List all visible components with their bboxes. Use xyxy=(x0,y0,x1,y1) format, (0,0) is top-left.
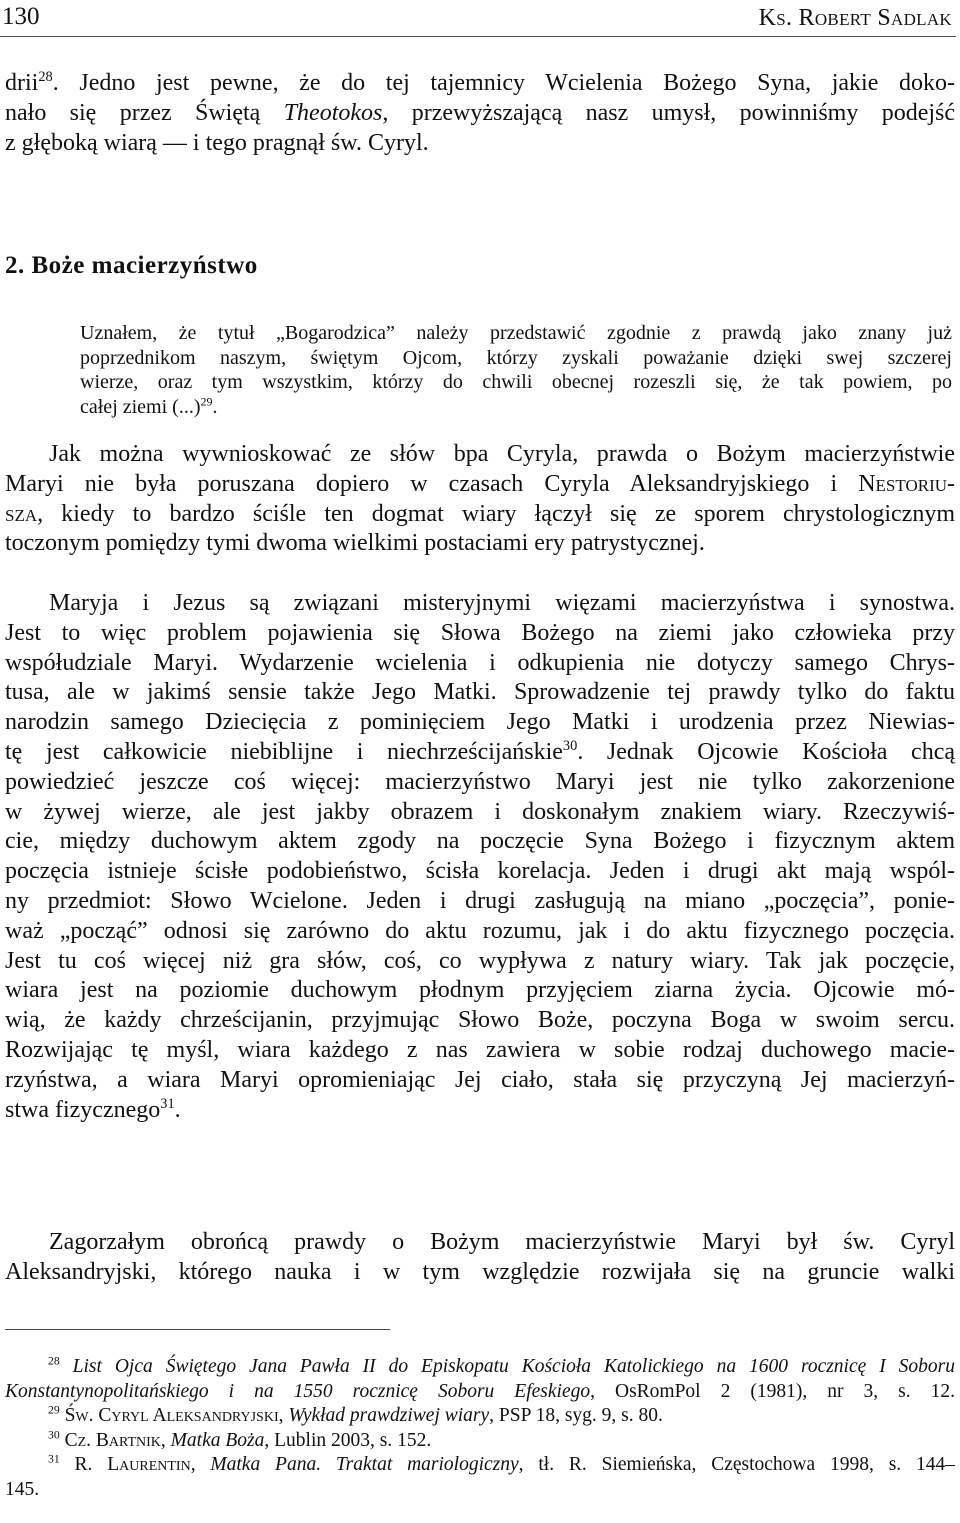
text-line: z głęboką wiarą — i tego pragnął św. Cyryl. xyxy=(5,129,429,156)
paragraph-3 xyxy=(5,1228,955,1288)
text-line: narodzin samego Dziecięcia z pominięciem Jego Matki i urodzenia przez Niewias- xyxy=(5,709,955,736)
text-line: stwa fizycznego$^{31}$. xyxy=(5,1095,181,1123)
footnote-29: $^{29}$ Św. Cyryl Aleksandryjski, Wykład prawdziwej wiary, PSP 18, syg. 9, s. 80. xyxy=(48,1403,663,1426)
text-line: tusa, ale w jakimś sensie także Jego Matki. Sprowadzenie tej prawdy tylko do faktu xyxy=(5,679,955,706)
quote-line: poprzednikom naszym, świętym Ojcom, którzy zyskali poważanie dzięki swej szczerej xyxy=(80,346,952,369)
text-line: Jest to więc problem pojawienia się Słowa Bożego na ziemi jako człowieka przy xyxy=(5,619,955,646)
footnote-31-cont: 145. xyxy=(5,1478,40,1500)
text-line: Maryja i Jezus są związani misteryjnymi więzami macierzyństwa i synostwa. xyxy=(49,590,955,616)
text-line: tę jest całkowicie niebiblijne i niechrześcijańskie$^{30}$. Jednak Ojcowie Kościoła chcą xyxy=(5,737,956,765)
section-heading: 2. Boże macierzyństwo xyxy=(5,252,258,279)
text-line: rzyństwa, a wiara Maryi opromieniając Jej ciało, stała się przyczyną Jej macierzyń- xyxy=(5,1066,955,1093)
footnote-ref: 28 xyxy=(38,69,53,85)
text-line: sza, kiedy to bardzo ściśle ten dogmat wiary łączył się ze sporem chrystologicznym xyxy=(5,500,955,527)
footnote-rule xyxy=(5,1329,390,1330)
footnote-number: 30 xyxy=(48,1428,60,1441)
footnote-number: 28 xyxy=(48,1354,60,1368)
text-line: cie, między duchowym aktem zgody na poczęcie Syna Bożego i fizycznym aktem xyxy=(5,828,955,855)
text-line: Jest tu coś więcej niż gra słów, coś, co wypływa z natury wiary. Tak jak poczęcie, xyxy=(5,947,955,974)
footnote-number: 29 xyxy=(48,1403,60,1417)
block-quote xyxy=(80,321,952,419)
quote-line: całej ziemi (...)$^{29}$. xyxy=(80,393,218,418)
footnote-ref: 29 xyxy=(200,393,213,408)
text-line: drii$^{28}$. Jedno jest pewne, że do tej tajemnicy Wcielenia Bożego Syna, jakie doko- xyxy=(5,69,955,96)
footnote-30: $^{30}$ Cz. Bartnik, Matka Boża, Lublin 2003, s. 152. xyxy=(48,1428,432,1451)
header-rule xyxy=(0,36,956,37)
text-line: ny przedmiot: Słowo Wcielone. Jeden i drugi zasługują na miano „poczęcia”, ponie- xyxy=(5,887,955,914)
paragraph-1 xyxy=(5,440,955,559)
quote-line: Uznałem, że tytuł „Bogarodzica” należy przedstawić zgodnie z prawdą jako znany już xyxy=(80,322,952,344)
text-line: wią, że każdy chrześcijanin, przyjmując Słowo Boże, poczyna Boga w swoim sercu. xyxy=(5,1007,955,1034)
text-line: wiara jest na poziomie duchowym płodnym przyjęciem ziarna życia. Ojcowie mó- xyxy=(5,977,955,1004)
footnote-ref: 31 xyxy=(160,1095,175,1112)
text-line: Zagorzałym obrońcą prawdy o Bożym macierzyństwie Maryi był św. Cyryl xyxy=(49,1229,955,1255)
page-header xyxy=(0,0,960,40)
text-line: współudziale Maryi. Wydarzenie wcielenia i odkupienia nie dotyczy samego Chrys- xyxy=(5,649,955,676)
text-line: Jak można wywnioskować ze słów bpa Cyryla, prawda o Bożym macierzyństwie xyxy=(49,441,955,467)
quote-line: wierze, oraz tym wszystkim, którzy do chwili obecnej rozeszli się, że tak powiem, po xyxy=(80,371,952,393)
text-line: w żywej wierze, ale jest jakby obrazem i doskonałym znakiem wiary. Rzeczywiś- xyxy=(5,798,955,825)
text-line: poczęcia istnieje ścisłe podobieństwo, ścisła korelacja. Jeden i drugi akt mają wspól- xyxy=(5,858,955,885)
text-line: Aleksandryjski, którego nauka i w tym względzie rozwijała się na gruncie walki xyxy=(5,1258,955,1285)
footnote-28: $^{28}$ List Ojca Świętego Jana Pawła II do Episkopatu Kościoła Katolickiego na 1600 rocznicę I Soboru xyxy=(48,1354,956,1377)
page-number: 130 xyxy=(2,3,40,30)
footnote-31: $^{31}$ R. Laurentin, Matka Pana. Traktat mariologiczny, tł. R. Siemieńska, Częstochowa 1998, s. 144– xyxy=(48,1452,955,1475)
footnote-28-cont: Konstantynopolitańskiego i na 1550 rocznicę Soboru Efeskiego, OsRomPol 2 (1981), nr 3, s. 12. xyxy=(5,1380,955,1402)
intro-paragraph xyxy=(5,69,955,158)
text-line: Maryi nie była poruszana dopiero w czasach Cyryla Aleksandryjskiego i Nestoriu- xyxy=(5,470,955,497)
footnote-number: 31 xyxy=(48,1452,60,1466)
text-line: Rozwijając tę myśl, wiara każdego z nas zawiera w sobie rodzaj duchowego macie- xyxy=(5,1036,955,1063)
running-head: Ks. Robert Sadlak xyxy=(758,5,952,31)
paragraph-2 xyxy=(5,589,955,1125)
text-line: nało się przez Świętą Theotokos, przewyższającą nasz umysł, powinniśmy podejść xyxy=(5,99,956,126)
footnote-ref: 30 xyxy=(562,737,578,754)
footnotes xyxy=(5,1355,955,1502)
text-line: powiedzieć jeszcze coś więcej: macierzyństwo Maryi jest nie tylko zakorzenione xyxy=(5,768,955,795)
text-line: waż „począć” odnosi się zarówno do aktu rozumu, jak i do aktu fizycznego poczęcia. xyxy=(5,917,955,944)
text-line: toczonym pomiędzy tymi dwoma wielkimi postaciami ery patrystycznej. xyxy=(5,530,705,557)
